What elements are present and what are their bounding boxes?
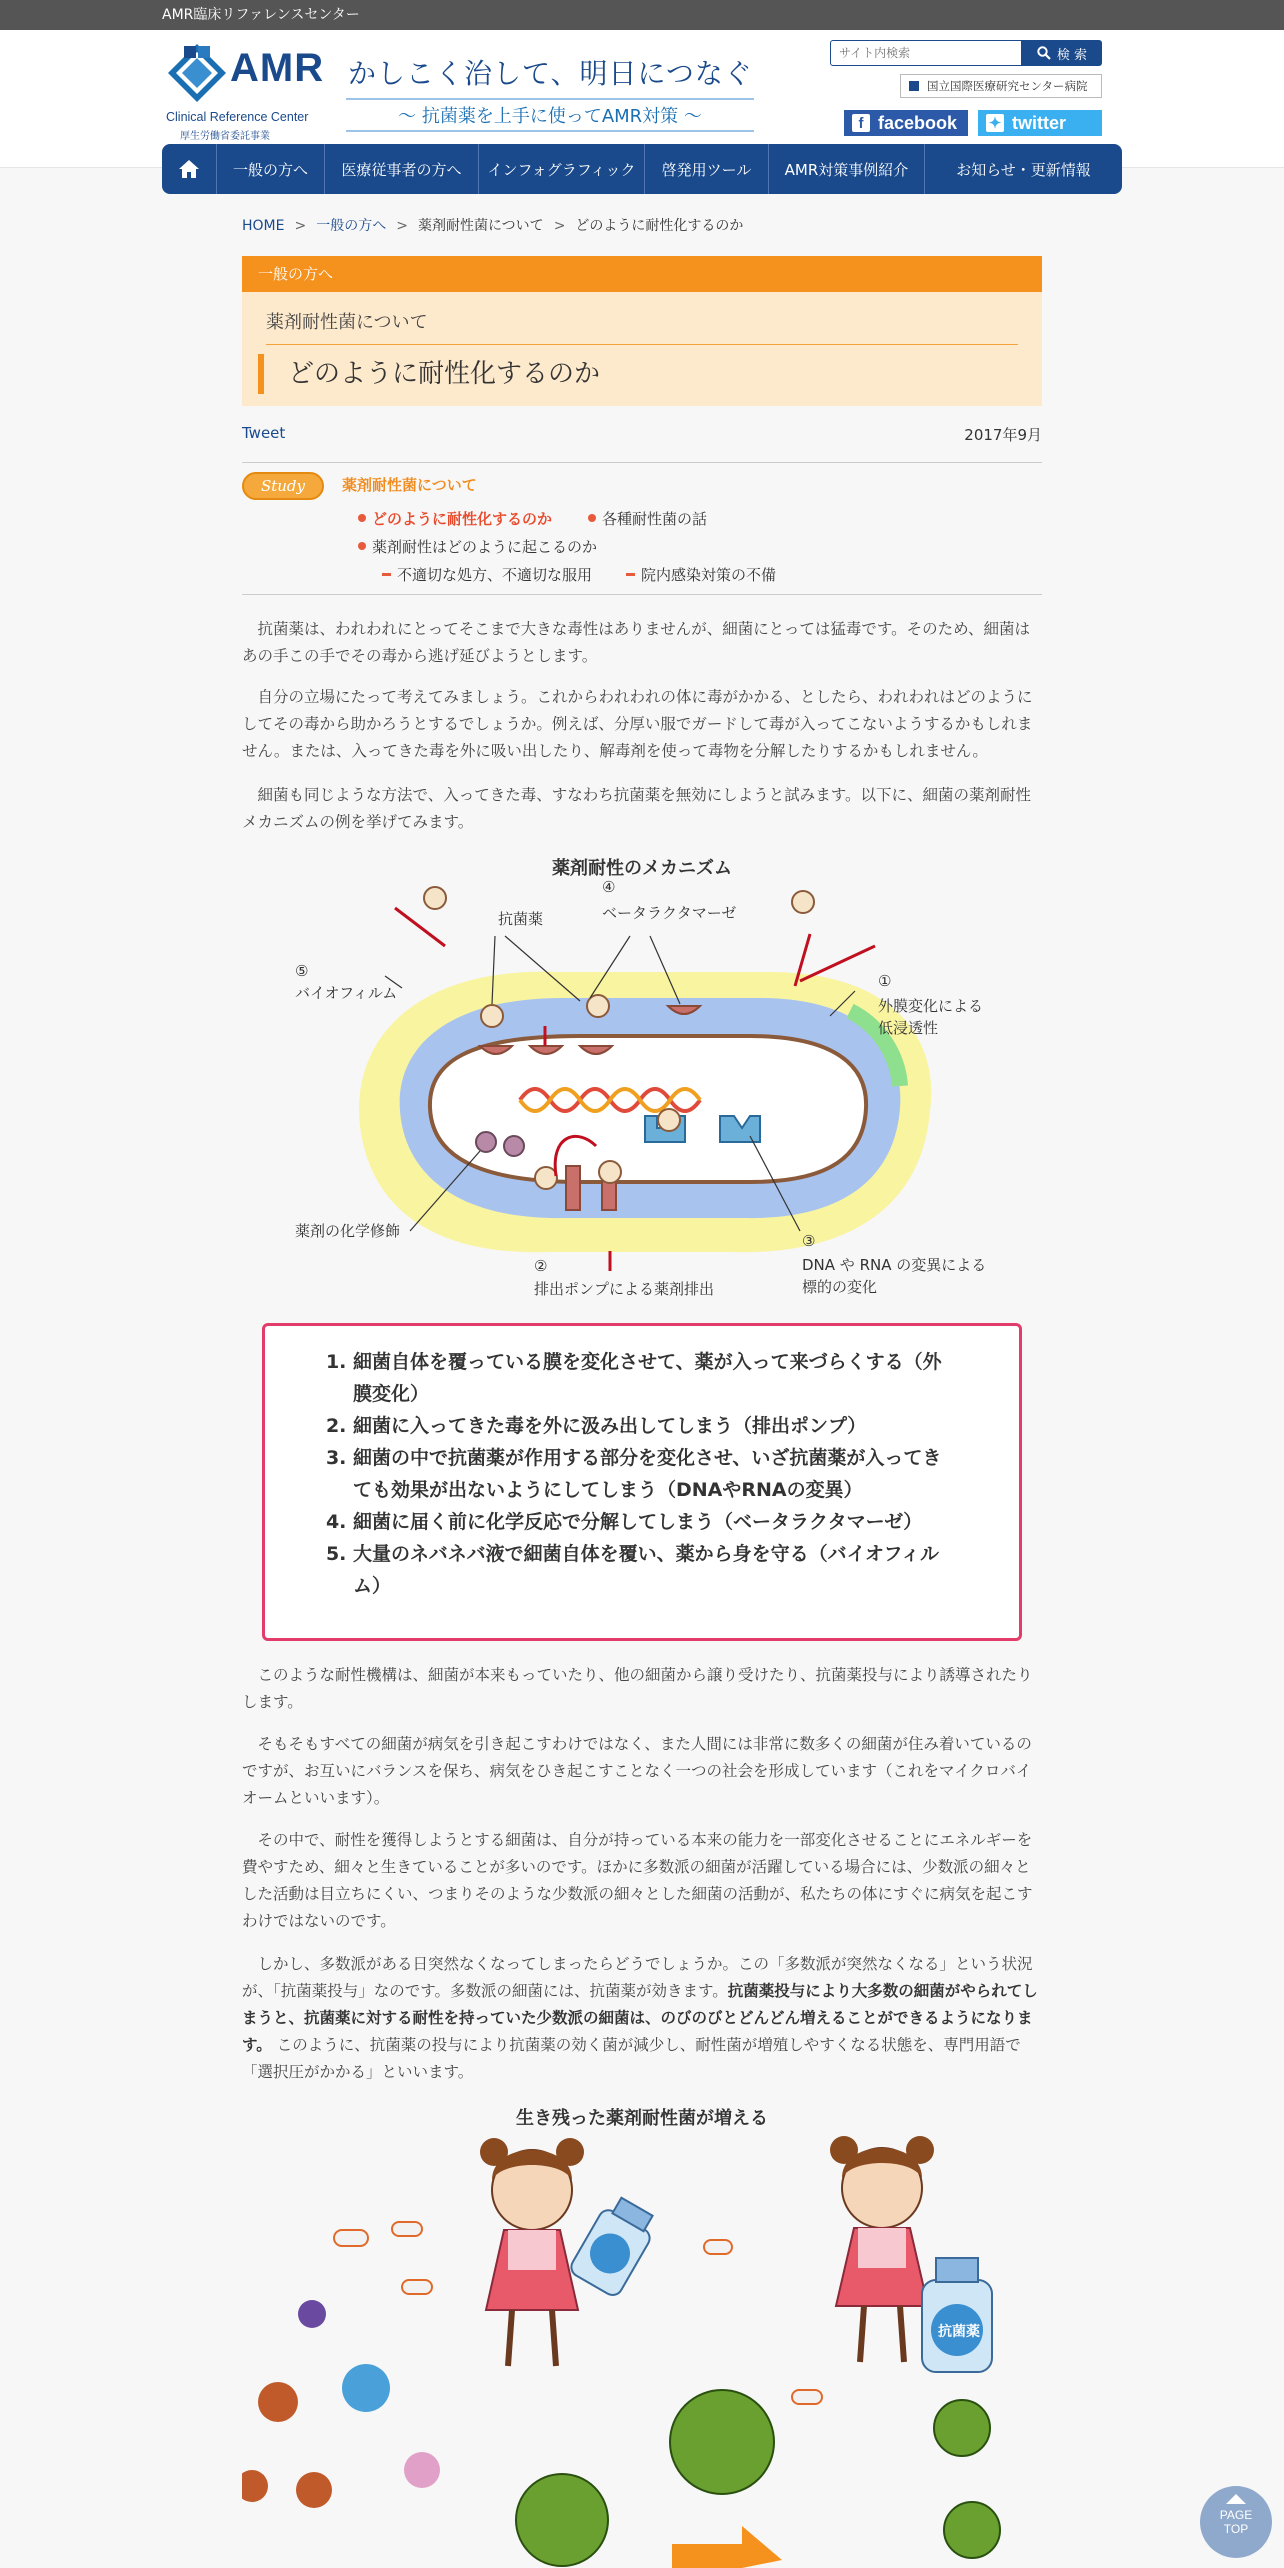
main-nav <box>162 144 1122 194</box>
girl-left-icon <box>480 2138 584 2366</box>
breadcrumb-general[interactable]: 一般の方へ <box>316 218 387 234</box>
tagline-main: かしこく治して、明日につなぐ <box>348 57 753 90</box>
label-membrane-2: 低浸透性 <box>878 1019 939 1037</box>
top-bar <box>0 0 1284 30</box>
paragraph: そもそもすべての細菌が病気を引き起こすわけではなく、また人間には非常に数多くの細菌が住み着いているのですが、お互いにバランスを保ち、病気をひき起こすことなく一つの社会を形成しています（これをマイクロバイオームといいます）。 <box>242 1735 1032 1807</box>
nav-home[interactable] <box>162 144 216 194</box>
page-top-label-1: PAGE <box>1219 2508 1253 2522</box>
arrow-up-icon <box>1226 2494 1246 2504</box>
paragraph: 抗菌薬は、われわれにとってそこまで大きな毒性はありませんが、細菌にとっては猛毒です。そのため、細菌はあの手この手でその毒から逃げ延びようとします。 <box>242 620 1031 665</box>
label-n1: ① <box>878 972 892 990</box>
label-n2: ② <box>534 1257 548 1275</box>
home-icon <box>178 159 200 179</box>
mechanism-list <box>339 1346 959 1602</box>
label-betalactamase: ベータラクタマーゼ <box>602 904 737 922</box>
nav-tools[interactable]: 啓発用ツール <box>644 144 768 194</box>
search-button[interactable] <box>1022 40 1102 66</box>
label-chem: 薬剤の化学修飾 <box>295 1222 401 1240</box>
twitter-label: twitter <box>1012 112 1066 133</box>
logo-sponsor: 厚生労働省委託事業 <box>180 131 270 142</box>
publish-date: 2017年9月 <box>964 426 1042 444</box>
facebook-icon: f <box>852 114 870 132</box>
bottle-tilted-icon <box>568 2193 661 2299</box>
toc-item[interactable]: 薬剤耐性はどのように起こるのか <box>358 536 597 557</box>
resistant-bacteria-illustration <box>242 2130 1042 2568</box>
label-n4: ④ <box>602 878 616 896</box>
resistance-mechanism-diagram <box>290 876 1010 1306</box>
label-pump: 排出ポンプによる薬剤排出 <box>534 1280 715 1298</box>
nav-news[interactable]: お知らせ・更新情報 <box>924 144 1122 194</box>
study-title[interactable]: 薬剤耐性菌について <box>342 476 477 494</box>
mechanism-item: 4. 細菌に届く前に化学反応で分解してしまう（ベータラクタマーゼ） <box>353 1506 959 1538</box>
mechanism-item: 1. 細菌自体を覆っている膜を変化させて、薬が入って来づらくする（外膜変化） <box>353 1346 959 1410</box>
figure-title: 薬剤耐性のメカニズム <box>552 858 732 879</box>
label-biofilm: バイオフィルム <box>295 984 398 1002</box>
hospital-link[interactable]: 国立国際医療研究センター病院 <box>900 74 1102 98</box>
logo-text: AMR <box>230 46 325 90</box>
paragraph: しかし、多数派がある日突然なくなってしまったらどうでしょうか。この「多数派が突然なくなる」という状況が、「抗菌薬投与」なのです。多数派の細菌には、抗菌薬が効きます。抗菌薬投与により大多数の細菌がやられてしまうと、抗菌薬に対する耐性を持っていた少数派の細菌は、のびのびとどんどん増えることができるようになります。 このように、抗菌薬の投与により抗菌薬の効く菌が減少し、耐性菌が増殖しやすくなる状態を、専門用語で「選択圧がかかる」といいます。 <box>242 1955 1038 2081</box>
label-dna-2: 標的の変化 <box>802 1278 878 1296</box>
search-input[interactable] <box>830 40 1022 66</box>
paragraph: その中で、耐性を獲得しようとする細菌は、自分が持っている本来の能力を一部変化させることにエネルギーを費やすため、細々と生きていることが多いのです。ほかに多数派の細菌が活躍している場合には、少数派の細々とした活動は目立ちにくい、つまりそのような少数派の細々とした細菌の活動が、私たちの体にすぐに病気を起こすわけではないのです。 <box>242 1831 1033 1930</box>
paragraph: 細菌も同じような方法で、入ってきた毒、すなわち抗菌薬を無効にしようと試みます。以下に、細菌の薬剤耐性メカニズムの例を挙げてみます。 <box>242 786 1031 831</box>
label-antibiotic: 抗菌薬 <box>498 910 544 928</box>
label-n5: ⑤ <box>295 962 309 980</box>
mechanism-list-box <box>262 1323 1022 1641</box>
nav-professional[interactable]: 医療従事者の方へ <box>324 144 478 194</box>
label-dna-1: DNA や RNA の変異による <box>802 1256 987 1274</box>
breadcrumb-current: どのように耐性化するのか <box>575 218 744 234</box>
breadcrumb-home[interactable]: HOME <box>242 218 285 234</box>
search-button-label: 検 索 <box>1056 47 1088 63</box>
tagline-sub: 〜 抗菌薬を上手に使ってAMR対策 〜 <box>346 98 754 132</box>
label-membrane-1: 外膜変化による <box>878 997 984 1015</box>
bottle-standing-icon <box>922 2258 992 2372</box>
logo-subtitle: Clinical Reference Center <box>166 110 309 124</box>
title-box <box>242 292 1042 406</box>
search-icon <box>1037 46 1051 60</box>
page-title: どのように耐性化するのか <box>258 354 600 394</box>
figure-title: 生き残った薬剤耐性菌が増える <box>516 2108 768 2129</box>
toc-item[interactable]: 院内感染対策の不備 <box>626 564 776 585</box>
twitter-button[interactable] <box>978 110 1102 136</box>
section-bar: 一般の方へ <box>242 256 1042 292</box>
tweet-link[interactable]: Tweet <box>242 424 286 442</box>
breadcrumb-category[interactable]: 薬剤耐性菌について <box>417 218 544 234</box>
mechanism-item: 2. 細菌に入ってきた毒を外に汲み出してしまう（排出ポンプ） <box>353 1410 959 1442</box>
paragraph: 自分の立場にたって考えてみましょう。これからわれわれの体に毒がかかる、としたら、われわれはどのようにしてその毒から助かろうとするでしょうか。例えば、分厚い服でガードして毒が入ってこないようするかもしれません。または、入ってきた毒を外に吸い出したり、解毒剤を使って毒物を分解したりするかもしれません。 <box>242 688 1033 760</box>
nav-cases[interactable]: AMR対策事例紹介 <box>768 144 924 194</box>
label-n3: ③ <box>802 1232 816 1250</box>
girl-right-icon <box>830 2136 934 2362</box>
mechanism-item: 5. 大量のネバネバ液で細菌自体を覆い、薬から身を守る（バイオフィルム） <box>353 1538 959 1602</box>
toc-item-current: どのように耐性化するのか <box>358 508 552 529</box>
facebook-label: facebook <box>878 112 958 133</box>
nav-general[interactable]: 一般の方へ <box>216 144 324 194</box>
toc-item[interactable]: 各種耐性菌の話 <box>588 508 707 529</box>
page-top-label-2: TOP <box>1223 2522 1249 2536</box>
facebook-button[interactable] <box>844 110 968 136</box>
mechanism-item: 3. 細菌の中で抗菌薬が作用する部分を変化させ、いざ抗菌薬が入ってきても効果が出ないようにしてしまう（DNAやRNAの変異） <box>353 1442 959 1506</box>
nav-infographic[interactable]: インフォグラフィック <box>478 144 644 194</box>
twitter-icon: ✦ <box>986 114 1004 132</box>
logo[interactable] <box>162 40 325 160</box>
bottle-label: 抗菌薬 <box>938 2324 980 2340</box>
breadcrumb: HOME > 一般の方へ > 薬剤耐性菌について > どのように耐性化するのか <box>242 218 744 234</box>
page-top-button[interactable] <box>1200 2486 1272 2558</box>
search <box>830 40 1102 66</box>
logo-mark-icon <box>166 42 228 104</box>
toc-item[interactable]: 不適切な処方、不適切な服用 <box>382 564 592 585</box>
paragraph: このような耐性機構は、細菌が本来もっていたり、他の細菌から譲り受けたり、抗菌薬投与により誘導されたりします。 <box>242 1666 1033 1711</box>
page-category: 薬剤耐性菌について <box>266 308 1018 345</box>
site-name: AMR臨床リファレンスセンター <box>162 7 360 23</box>
study-badge: Study <box>242 472 324 500</box>
